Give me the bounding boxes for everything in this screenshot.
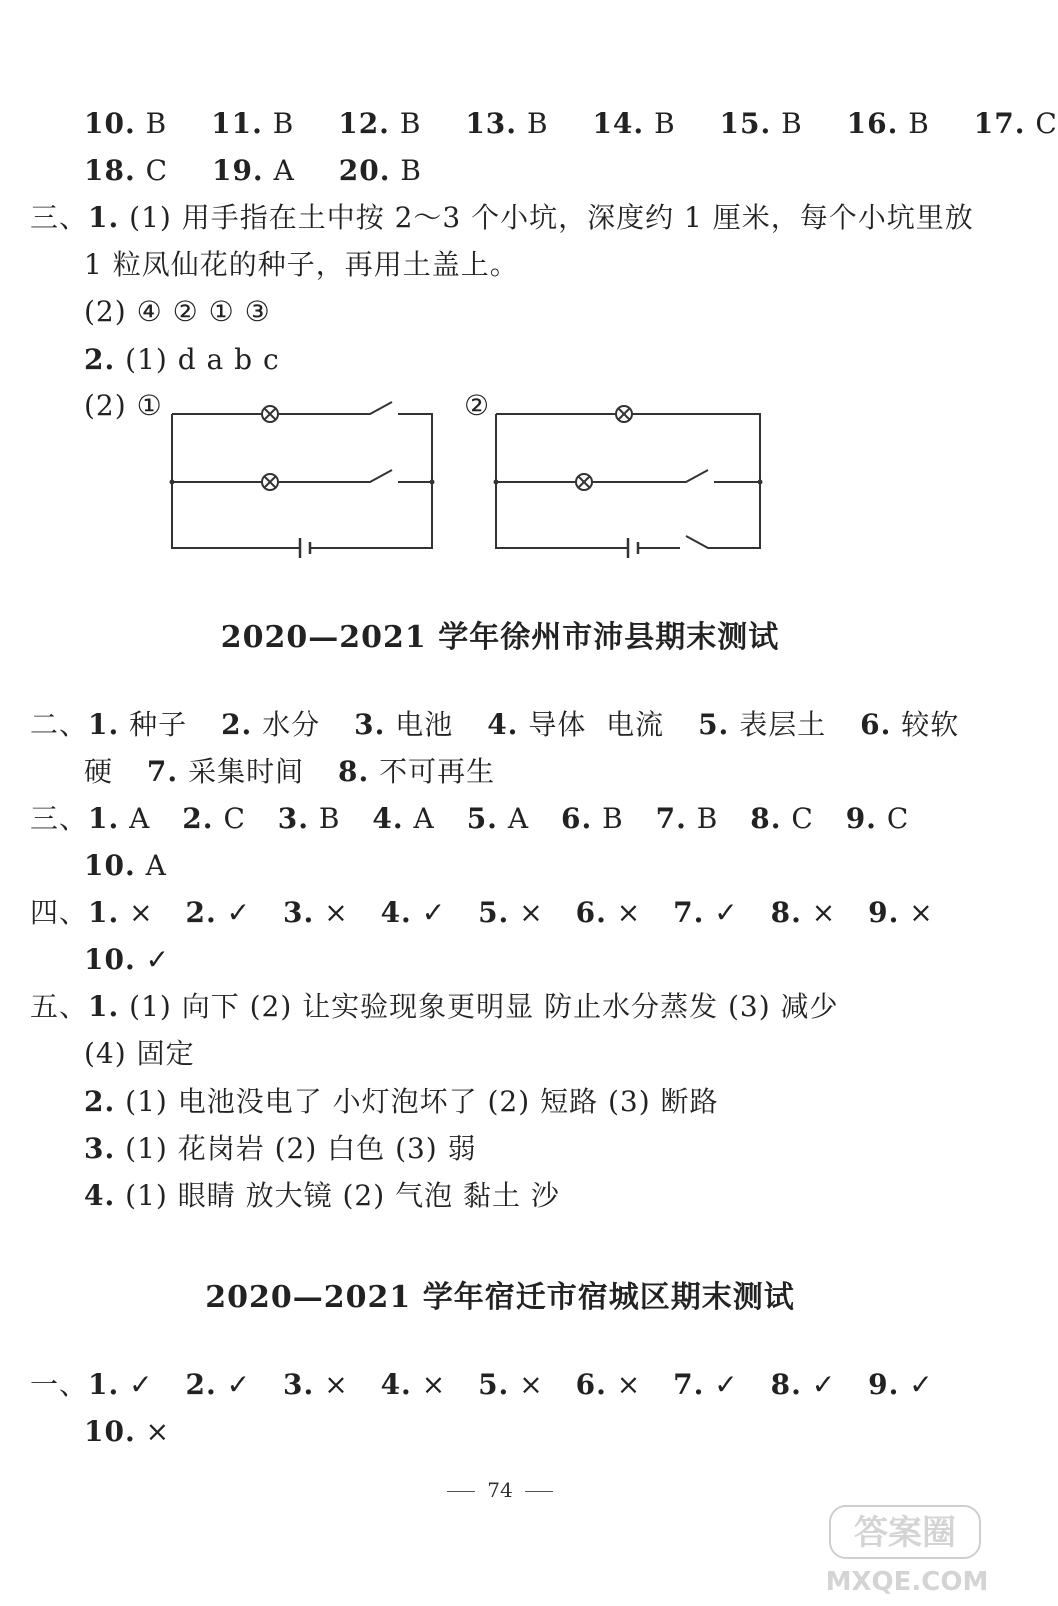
circuit-diagram-1 bbox=[160, 390, 450, 560]
answer-row-5-4: 4. (1) 眼睛 放大镜 (2) 气泡 黏土 沙 bbox=[84, 1179, 560, 1212]
answer: B bbox=[145, 107, 168, 140]
q-number: 2. bbox=[221, 708, 253, 741]
q-number: 7. bbox=[146, 755, 179, 788]
answer: B bbox=[399, 107, 422, 140]
q-number: 4. bbox=[487, 708, 519, 741]
q-number: 17. bbox=[973, 107, 1026, 140]
answer-3-2-line2 bbox=[84, 386, 163, 426]
q-number: 19. bbox=[211, 154, 264, 187]
section-prefix: 三、 bbox=[30, 201, 89, 234]
section-title: 2020—2021 学年徐州市沛县期末测试 bbox=[220, 620, 780, 655]
answer-text: (1) 用手指在土中按 2～3 个小坑，深度约 1 厘米，每个小坑里放 bbox=[129, 201, 974, 234]
section-title: 2020—2021 学年宿迁市宿城区期末测试 bbox=[205, 1280, 795, 1315]
answer-row-1: 一、1. ✓ 2. ✓ 3. × 4. × 5. × 6. × 7. ✓ 8. ✓ 9. ✓ bbox=[30, 1368, 934, 1401]
answer-row-5-1-cont: (4) 固定 bbox=[84, 1037, 195, 1070]
q-number: 10. bbox=[84, 107, 136, 140]
q-number: 20. bbox=[338, 154, 391, 187]
answer: B bbox=[272, 107, 295, 140]
answer: C bbox=[145, 154, 169, 187]
answer: C bbox=[1035, 107, 1058, 140]
watermark-logo bbox=[822, 1500, 992, 1600]
watermark-text: 答案圈 bbox=[854, 1513, 956, 1553]
answer-3-1-line1 bbox=[30, 198, 974, 238]
answer-3-2-line1 bbox=[84, 340, 280, 380]
q-number: 1. bbox=[88, 201, 120, 234]
answer-row-2-cont: 硬 7. 采集时间 8. 不可再生 bbox=[84, 755, 496, 788]
answer-text: 1 粒凤仙花的种子，再用土盖上。 bbox=[84, 248, 519, 281]
answer: B bbox=[400, 154, 422, 187]
answer-3-1-line2 bbox=[84, 245, 519, 285]
q-number: 6. bbox=[860, 708, 892, 741]
answer: B bbox=[526, 107, 549, 140]
answer-row-5-2: 2. (1) 电池没电了 小灯泡坏了 (2) 短路 (3) 断路 bbox=[84, 1085, 719, 1118]
q-number: 18. bbox=[84, 154, 136, 187]
page-number: 74 bbox=[0, 1478, 1000, 1502]
q-number: 12. bbox=[338, 107, 390, 140]
circuit-diagram-2 bbox=[488, 390, 778, 560]
answer: A bbox=[273, 154, 295, 187]
q-number: 11. bbox=[211, 107, 263, 140]
q-number: 5. bbox=[698, 708, 730, 741]
q-number: 15. bbox=[719, 107, 772, 140]
q-number: 1. bbox=[88, 708, 120, 741]
answer: B bbox=[781, 107, 803, 140]
answer-row-2: 二、1. 种子 2. 水分 3. 电池 4. 导体 电流 5. 表层土 6. 较软 bbox=[30, 708, 960, 741]
answer-text: (1) d a b c bbox=[125, 343, 280, 376]
answer-row-3-cont: 10. A bbox=[84, 849, 167, 882]
circuit-2-label: ② bbox=[464, 389, 491, 422]
answer-row-1-cont: 10. × bbox=[84, 1415, 171, 1448]
q-number: 14. bbox=[592, 107, 645, 140]
q-number: 8. bbox=[337, 755, 370, 788]
answer-text: (2) ④ ② ① ③ bbox=[84, 295, 271, 328]
answer-row-4: 四、1. × 2. ✓ 3. × 4. ✓ 5. × 6. × 7. ✓ 8. × 9. × bbox=[30, 896, 934, 929]
q-number: 3. bbox=[354, 708, 386, 741]
answer: B bbox=[654, 107, 676, 140]
answer-row-4-cont: 10. ✓ bbox=[84, 943, 171, 976]
q-number: 13. bbox=[465, 107, 518, 140]
answer-row-10-17 bbox=[84, 104, 1058, 144]
answer-3-1-line3 bbox=[84, 292, 271, 332]
answer-row-18-20 bbox=[84, 151, 422, 191]
answer-row-5-3: 3. (1) 花岗岩 (2) 白色 (3) 弱 bbox=[84, 1132, 477, 1165]
answer: B bbox=[908, 107, 930, 140]
q-number: 2. bbox=[84, 343, 116, 376]
watermark-url: MXQE.COM bbox=[825, 1567, 989, 1597]
q-number: 16. bbox=[846, 107, 899, 140]
answer-row-3: 三、1. A 2. C 3. B 4. A 5. A 6. B 7. B 8. C 9. C bbox=[30, 802, 910, 835]
answer-row-5-1: 五、1. (1) 向下 (2) 让实验现象更明显 防止水分蒸发 (3) 减少 bbox=[30, 990, 839, 1023]
answer-text: (2) ① bbox=[84, 389, 163, 422]
